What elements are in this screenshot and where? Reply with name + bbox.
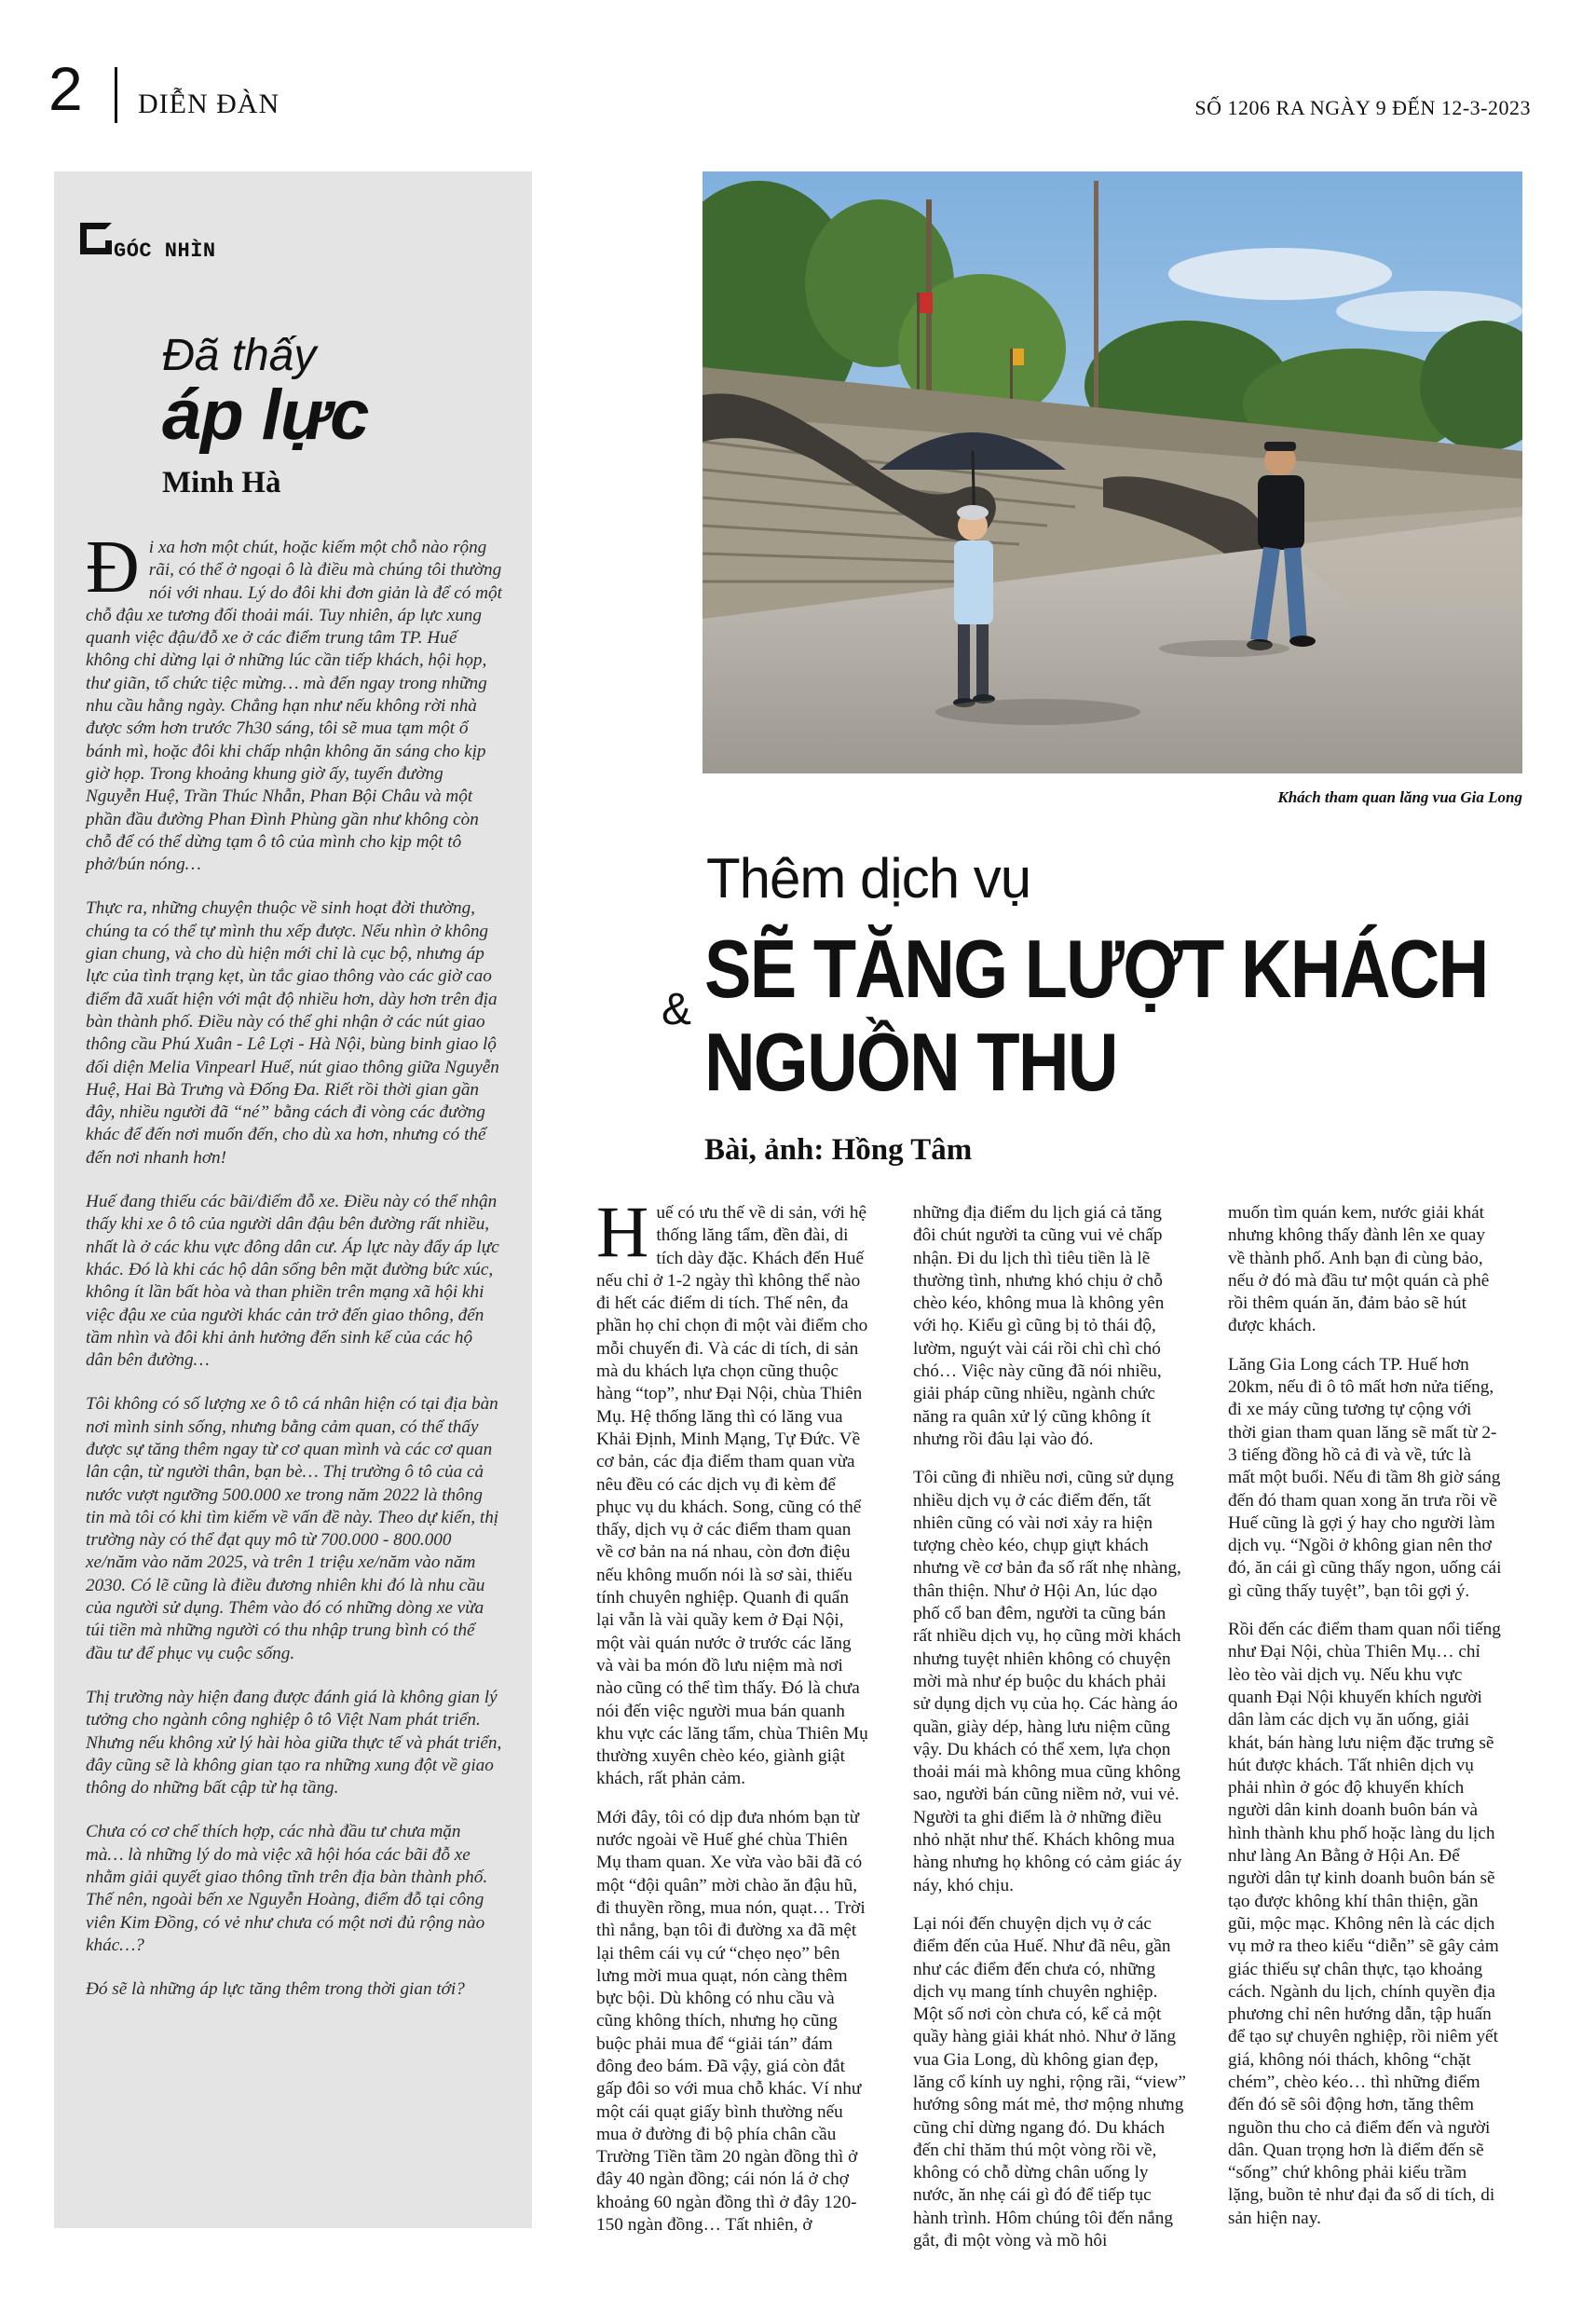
- header-divider: [115, 67, 117, 123]
- commentary-paragraph: Huế đang thiếu các bãi/điểm đỗ xe. Điều này có thể nhận thấy khi xe ô tô của người dân đậu bên đường rất nhiều, nhất là ở các khu vực đông dân cư. Áp lực này đẩy áp lực khác. Đó là khi các hộ dân sống bên mặt đường bức xúc, không ít lần bất hòa và than phiền trên mạng xã hội khi việc đậu xe của người khác cản trở đến giao thông, đến tầm nhìn và đôi khi ảnh hưởng đến sinh kế của các hộ dân bên đường…: [86, 1192, 499, 1371]
- commentary-paragraph: Tôi không có số lượng xe ô tô cá nhân hiện có tại địa bàn nơi mình sinh sống, nhưng bằng cảm quan, có thể thấy được sự tăng thêm ngay từ cơ quan mình và các cơ quan lân cận, từ người thân, bạn bè… Thị trường ô tô của cả nước vượt ngưỡng 500.000 xe trong năm 2022 là thông tin mà tôi có khi tìm kiếm về vấn đề này. Theo dự kiến, thị trường này có thể đạt quy mô từ 700.000 - 800.000 xe/năm vào năm 2025, và trên 1 triệu xe/năm vào năm 2030. Có lẽ cũng là điều đương nhiên khi đó là nhu cầu của người sử dụng. Thêm vào đó có những dòng xe vừa túi tiền mà những người có thu nhập trung bình có thể đầu tư để phục vụ cuộc sống.: [86, 1394, 499, 1663]
- article-byline: Bài, ảnh: Hồng Tâm: [704, 1133, 973, 1167]
- issue-info: SỐ 1206 RA NGÀY 9 ĐẾN 12-3-2023: [1194, 96, 1531, 119]
- commentary-body: [86, 527, 502, 2023]
- article-paragraph: Huế có ưu thế về di sản, với hệ thống lăng tẩm, đền đài, di tích dày đặc. Khách đến Huế nếu chỉ ở 1-2 ngày thì không thể nào đi hết các điểm di tích. Thế nên, đa phần họ chỉ chọn đi một vài điểm cho mỗi chuyến đi. Và các di tích, di sản mà du khách lựa chọn cũng thuộc hàng “top”, như Đại Nội, chùa Thiên Mụ. Hệ thống lăng thì có lăng vua Khải Định, Minh Mạng, Tự Đức. Về cơ bản, các địa điểm tham quan vừa nêu đều có các dịch vụ đi kèm để phục vụ du khách. Song, cũng có thể thấy, dịch vụ ở các điểm tham quan về cơ bản na ná nhau, còn đơn điệu nếu không muốn nói là sơ sài, thiếu tính chuyên nghiệp. Quanh đi quẩn lại vẫn là vài quầy kem ở Đại Nội, một vài quán nước ở trước các lăng và vài ba món đồ lưu niệm mà nơi nào cũng có thể tìm thấy. Đó là chưa nói đến việc người mua bán quanh khu vực các lăng tẩm, chùa Thiên Mụ thường xuyên chèo kéo, giành giật khách, rất phản cảm.: [596, 1191, 868, 1789]
- commentary-column: [54, 171, 532, 2228]
- photo-caption: Khách tham quan lăng vua Gia Long: [1277, 788, 1522, 806]
- commentary-paragraph: Chưa có cơ chế thích hợp, các nhà đầu tư chưa mặn mà… là những lý do mà việc xã hội hóa các bãi đỗ xe nhằm giải quyết giao thông tĩnh trên địa bàn thành phố. Thế nên, ngoài bến xe Nguyễn Hoàng, điểm đỗ tại công viên Kim Đồng, có vẻ như chưa có một nơi đủ rộng nào khác…?: [86, 1822, 488, 1955]
- commentary-paragraph: Thị trường này hiện đang được đánh giá là không gian lý tưởng cho ngành công nghiệp ô tô Việt Nam phát triển. Nhưng nếu không xử lý hài hòa giữa thực tế và phát triển, đây cũng sẽ là không gian tạo ra những xung đột về giao thông do những bất cập từ hạ tầng.: [86, 1687, 502, 1799]
- article-column-2: [913, 1202, 1187, 2268]
- article-headline-line2: NGUỒN THU: [704, 1016, 1117, 1108]
- article-paragraph: Lại nói đến chuyện dịch vụ ở các điểm đến của Huế. Như đã nêu, gần như các điểm đến chưa có, những dịch vụ mang tính chuyên nghiệp. Một số nơi còn chưa có, kể cả một quầy hàng giải khát nhỏ. Như ở lăng vua Gia Long, dù không gian đẹp, lăng cổ kính uy nghi, rộng rãi, “view” hướng sông mát mẻ, thơ mộng nhưng cũng chỉ dừng ngang đó. Du khách đến chỉ thăm thú một vòng rồi về, không có chỗ dừng chân uống ly nước, ăn nhẹ cái gì đó để tiếp tục hành trình. Hôm chúng tôi đến nắng gắt, đi một vòng và mồ hôi: [913, 1913, 1186, 2251]
- headline-ampersand: &: [662, 985, 692, 1034]
- article-paragraph: muốn tìm quán kem, nước giải khát nhưng không thấy đành lên xe quay về thành phố. Anh bạn đi cùng bảo, nếu ở đó mà đầu tư một quán cà phê rồi thêm quán ăn, đảm bảo sẽ hút được khách.: [1228, 1203, 1490, 1336]
- article-headline-line1: SẼ TĂNG LƯỢT KHÁCH: [704, 923, 1488, 1015]
- article-photo: [703, 171, 1522, 773]
- article-paragraph: Tôi cũng đi nhiều nơi, cũng sử dụng nhiều dịch vụ ở các điểm đến, tất nhiên cũng có vài nơi xảy ra hiện tượng chèo kéo, chụp giựt khách nhưng về cơ bản đa số rất nhẹ nhàng, thân thiện. Như ở Hội An, lúc dạo phố cổ ban đêm, người ta cũng bán rất nhiều dịch vụ, họ cũng mời khách nhưng tuyệt nhiên không có chuyện mời mà như ép buộc du khách phải sử dụng dịch vụ của họ. Các hàng áo quần, giày dép, hàng lưu niệm cũng vậy. Du khách có thể xem, lựa chọn thoải mái mà không mua cũng không sao, người bán cũng niềm nở, vui vẻ. Người ta ghi điểm là ở những điều nhỏ nhặt như thế. Khách không mua hàng nhưng họ không có cảm giác áy náy, khó chịu.: [913, 1468, 1182, 1895]
- section-title: DIỄN ĐÀN: [138, 89, 280, 119]
- commentary-title-line2: áp lực: [162, 376, 369, 455]
- article-paragraph: những địa điểm du lịch giá cả tăng đôi chút người ta cũng vui vẻ chấp nhận. Đi du lịch thì tiêu tiền là lẽ thường tình, nhưng khó chịu ở chỗ chèo kéo, không mua là không yên với họ. Kiểu gì cũng bị tỏ thái độ, lườm, nguýt vài cái rồi chì chì chó chó… Việc này cũng đã nói nhiều, giải pháp cũng nhiều, ngành chức năng ra quân xử lý cũng không ít nhưng rồi đâu lại vào đó.: [913, 1203, 1165, 1449]
- article-kicker: Thêm dịch vụ: [706, 847, 1031, 910]
- column-mark-icon: [80, 223, 112, 254]
- article-column-1: [596, 1191, 870, 2252]
- column-label: GÓC NHÌN: [114, 239, 216, 263]
- article-paragraph: Mới đây, tôi có dịp đưa nhóm bạn từ nước ngoài về Huế ghé chùa Thiên Mụ tham quan. Xe vừa vào bãi đã có một “đội quân” mời chào ăn đậu hũ, đi thuyền rồng, mua nón, quạt… Trời thì nắng, bạn tôi đi đường xa đã mệt lại thêm cái vụ cứ “chẹo nẹo” bên lưng mời mua quạt, nón càng thêm bực bội. Dù không có nhu cầu và cũng không thích, nhưng họ cũng buộc phải mua để “giải tán” đám đông đeo bám. Đã vậy, giá còn đắt gấp đôi so với mua chỗ khác. Ví như một cái quạt giấy bình thường nếu mua ở đường đi bộ phía chân cầu Trường Tiền tầm 20 ngàn đồng thì ở đây 40 ngàn đồng; cái nón lá ở chợ khoảng 60 ngàn đồng thì ở đây 120-150 ngàn đồng… Tất nhiên, ở: [596, 1807, 866, 2236]
- commentary-paragraph: Đi xa hơn một chút, hoặc kiếm một chỗ nào rộng rãi, có thể ở ngoại ô là điều mà chúng tôi thường nói với nhau. Lý do đôi khi đơn giản là để có một chỗ đậu xe tương đối thoải mái. Tuy nhiên, áp lực xung quanh việc đậu/đỗ xe ở các điểm trung tâm TP. Huế không chỉ dừng lại ở những lúc cần tiếp khách, hội họp, thư giãn, tổ chức tiệc mừng… mà đến ngay trong những nhu cầu hằng ngày. Chẳng hạn như nếu không rời nhà được sớm hơn trước 7h30 sáng, tôi sẽ mua tạm một ổ bánh mì, hoặc đôi khi chấp nhận không ăn sáng cho kịp giờ họp. Trong khoảng khung giờ ấy, tuyến đường Nguyễn Huệ, Trần Thúc Nhẫn, Phan Bội Châu và một phần đầu đường Phan Đình Phùng gần như không còn chỗ để có thể dừng tạm ô tô của mình cho kịp một tô phở/bún nóng…: [86, 527, 502, 875]
- page-number: 2: [48, 54, 83, 123]
- commentary-paragraph: Đó sẽ là những áp lực tăng thêm trong thời gian tới?: [86, 1979, 465, 2000]
- article-column-3: [1228, 1202, 1502, 2246]
- article-paragraph: Lăng Gia Long cách TP. Huế hơn 20km, nếu đi ô tô mất hơn nửa tiếng, đi xe máy cũng tương tự cộng với thời gian tham quan lăng sẽ mất từ 2-3 tiếng đồng hồ cả đi và về, tức là mất một buổi. Nếu đi tầm 8h giờ sáng đến đó tham quan xong ăn trưa rồi về Huế cũng là gợi ý hay cho người làm dịch vụ. “Ngồi ở không gian nên thơ đó, ăn cái gì cũng thấy ngon, uống cái gì cũng thấy tuyệt”, bạn tôi gợi ý.: [1228, 1354, 1502, 1601]
- commentary-author: Minh Hà: [162, 466, 281, 499]
- commentary-title-line1: Đã thấy: [162, 331, 317, 380]
- article-paragraph: Rồi đến các điểm tham quan nổi tiếng như Đại Nội, chùa Thiên Mụ… chỉ lèo tèo vài dịch vụ. Nếu khu vực quanh Đại Nội khuyến khích người dân làm các dịch vụ ăn uống, giải khát, bán hàng lưu niệm đặc trưng sẽ hút được khách. Tất nhiên dịch vụ phải nhìn ở góc độ khuyến khích người dân kinh doanh buôn bán và hình thành khu phố hoặc làng du lịch như làng An Bằng ở Hội An. Để người dân tự kinh doanh buôn bán sẽ tạo được không khí thân thiện, gần gũi, mộc mạc. Không nên là các dịch vụ mở ra theo kiểu “diễn” sẽ gây cảm giác thiếu sự chân thực, tạo khoảng cách. Ngành du lịch, chính quyền địa phương chỉ nên hướng dẫn, tập huấn để tạo sự chuyên nghiệp, rồi niêm yết giá, không nói thách, không “chặt chém”, chèo kéo… thì những điểm đến đó sẽ sôi động hơn, tăng thêm nguồn thu cho cả điểm đến và người dân. Quan trọng hơn là điểm đến sẽ “sống” chứ không phải kiểu trầm lặng, buồn tẻ như đại đa số di tích, di sản hiện nay.: [1228, 1620, 1501, 2228]
- commentary-paragraph: Thực ra, những chuyện thuộc về sinh hoạt đời thường, chúng ta có thể tự mình thu xếp được. Nếu nhìn ở không gian chung, và cho dù hiện mới chỉ là cục bộ, nhưng áp lực của tình trạng kẹt, ùn tắc giao thông vào các giờ cao điểm đã xuất hiện với mật độ nhiều hơn, dày hơn trên địa bàn thành phố. Điều này có thể ghi nhận ở các nút giao thông cầu Phú Xuân - Lê Lợi - Hà Nội, bùng binh giao lộ đối diện Melia Vinpearl Huế, nút giao thông giữa Nguyễn Huệ, Hai Bà Trưng và Đống Đa. Riết rồi thời gian gần đây, nhiều người đã “né” bằng cách đi vòng các đường khác để đến nơi muốn đến, cho dù xa hơn, nhưng có thể đến nơi nhanh hơn!: [86, 898, 499, 1168]
